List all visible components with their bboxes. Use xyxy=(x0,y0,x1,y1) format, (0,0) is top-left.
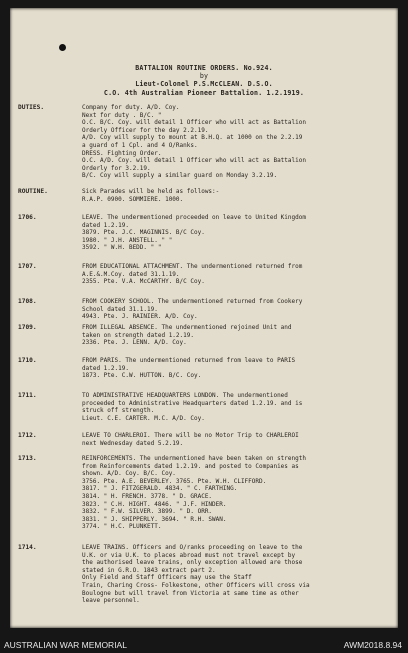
footer-institution: AUSTRALIAN WAR MEMORIAL xyxy=(4,640,127,650)
section-number: 1711. xyxy=(18,392,37,399)
section-line: dated 1.2.19. xyxy=(82,364,129,372)
section-line: DRESS. Fighting Order. xyxy=(82,149,162,157)
section-line: School dated 31.1.19. xyxy=(82,305,158,313)
section-line: 2336. Pte. J. LENN. A/D. Coy. xyxy=(82,339,187,347)
section-line: 4943. Pte. J. RAINIER. A/D. Coy. xyxy=(82,313,198,321)
section-line: Next for duty . B/C. " xyxy=(82,111,162,119)
section-line: B/C. Coy will supply a similar guard on Monday 3.2.19. xyxy=(82,172,278,180)
section-line: 1980. " J.H. ANSTELL. " " xyxy=(82,236,173,244)
section-line: 3756. Pte. A.E. BEVERLEY. 3765. Pte. W.H. CLIFFORD. xyxy=(82,477,267,485)
section-line: A/D. Coy will supply to mount at B.H.Q. at 1000 on the 2.2.19 xyxy=(82,134,303,142)
section-heading: TO ADMINISTRATIVE HEADQUARTERS LONDON. The undermentioned xyxy=(82,392,288,399)
section-heading: LEAVE TO CHARLEROI. There will be no Motor Trip to CHARLEROI xyxy=(82,432,299,439)
commander-line: Lieut-Colonel P.S.McCLEAN. D.S.O. xyxy=(135,80,273,88)
section-line: O.C. A/D. Coy. will detail 1 Officer who will act as Battalion xyxy=(82,157,306,165)
section-line: Train, Charing Cross- Folkestone, other Officers will cross via xyxy=(82,582,310,589)
section-heading: FROM COOKERY SCHOOL. The undermentioned returned from Cookery xyxy=(82,298,303,305)
section-line: Only Field and Staff Officers may use the Staff xyxy=(82,574,252,582)
section-number: 1714. xyxy=(18,544,37,551)
section-heading: LEAVE TRAINS. Officers and O/ranks proceeding on leave to the xyxy=(82,544,303,551)
section-line: the authorised leave trains, only exception allowed are those xyxy=(82,559,303,567)
section-number: DUTIES. xyxy=(18,104,45,111)
section-line: Company for duty. A/D. Coy. xyxy=(82,104,180,111)
section-line: Orderly Officer for the day 2.2.19. xyxy=(82,126,209,134)
footer-accession: AWM2018.8.94 xyxy=(343,640,402,650)
section-line: Boulogne but will travel from Victoria at same time as other xyxy=(82,589,299,597)
section-line: O.C. B/C. Coy. will detail 1 Officer who will act as Battalion xyxy=(82,119,306,127)
section-line: 3817. " J. FITZGERALD. 4834. " C. FARTHING. xyxy=(82,485,238,493)
section-line: proceeded to Administrative Headquarters dated 1.2.19. and is xyxy=(82,399,303,407)
section-number: ROUTINE. xyxy=(18,188,48,195)
section-line: U.K. or via U.K. to places abroad must not travel except by xyxy=(82,551,296,559)
section-heading: FROM EDUCATIONAL ATTACHMENT. The undermentioned returned from xyxy=(82,263,303,270)
section-line: next Wednesday dated 5.2.19. xyxy=(82,439,184,447)
section-line: a guard of 1 Cpl. and 4 O/Ranks. xyxy=(82,142,198,149)
section-number: 1713. xyxy=(18,455,37,462)
document-page xyxy=(10,8,398,628)
section-line: leave personnel. xyxy=(82,597,140,605)
section-line: taken on strength dated 1.2.19. xyxy=(82,331,194,339)
section-line: A.E.&.M.Coy. dated 31.1.19. xyxy=(82,270,180,278)
section-line: stated in G.R.O. 1843 extract part 2. xyxy=(82,566,216,574)
punch-hole xyxy=(59,44,66,51)
section-line: 3832. " F.W. SILVER. 3899. " D. ORR. xyxy=(82,508,213,516)
section-line: Orderly for 3.2.19. xyxy=(82,164,151,172)
section-line: 3831. " J. SHIPPERLY. 3694. " R.H. SWAN. xyxy=(82,515,227,523)
section-line: 3814. " H. FRENCH. 3778. " D. GRACE. xyxy=(82,493,213,500)
section-number: 1710. xyxy=(18,357,37,364)
section-line: 3823. " C.H. HIGHT. 4846. " J.F. HINDER. xyxy=(82,500,227,508)
section-heading: FROM ILLEGAL ABSENCE. The undermentioned rejoined Unit and xyxy=(82,324,292,331)
document-title: BATTALION ROUTINE ORDERS. No.924. xyxy=(135,64,273,72)
section-line: 1873. Pte. C.W. HUTTON. B/C. Coy. xyxy=(82,372,202,380)
section-number: 1709. xyxy=(18,324,37,331)
section-line: Lieut. C.E. CARTER. M.C. A/D. Coy. xyxy=(82,414,205,422)
section-line: R.A.P. 0900. SOMMIERE. 1000. xyxy=(82,195,184,203)
section-line: from Reinforcements dated 1.2.19. and posted to Companies as xyxy=(82,462,299,470)
section-heading: Sick Parades will be held as follows:- xyxy=(82,188,220,195)
title-by: by xyxy=(199,72,209,80)
section-heading: FROM PARIS. The undermentioned returned from leave to PARIS xyxy=(82,357,296,364)
section-line: struck off strength. xyxy=(82,407,155,415)
section-line: dated 1.2.19. xyxy=(82,221,129,229)
section-heading: REINFORCEMENTS. The undermentioned have been taken on strength xyxy=(82,455,306,462)
footer-bar xyxy=(0,636,408,653)
unit-line: C.O. 4th Australian Pioneer Battalion. 1.2.1919. xyxy=(103,89,305,97)
section-number: 1707. xyxy=(18,263,37,270)
section-number: 1712. xyxy=(18,432,37,439)
section-number: 1706. xyxy=(18,214,37,221)
section-heading: LEAVE. The undermentioned proceeded on leave to United Kingdom xyxy=(82,214,306,221)
section-line: 3879. Pte. J.C. MAGINNIS. B/C Coy. xyxy=(82,229,205,237)
section-line: shown. A/D. Coy. B/C. Coy. xyxy=(82,470,176,478)
section-line: 2355. Pte. V.A. McCARTHY. B/C Coy. xyxy=(82,278,205,286)
section-line: 3592. " W.H. BEDD. " " xyxy=(82,244,162,252)
section-line: 3774. " H.C. PLUNKETT. xyxy=(82,523,162,531)
section-number: 1708. xyxy=(18,298,37,305)
